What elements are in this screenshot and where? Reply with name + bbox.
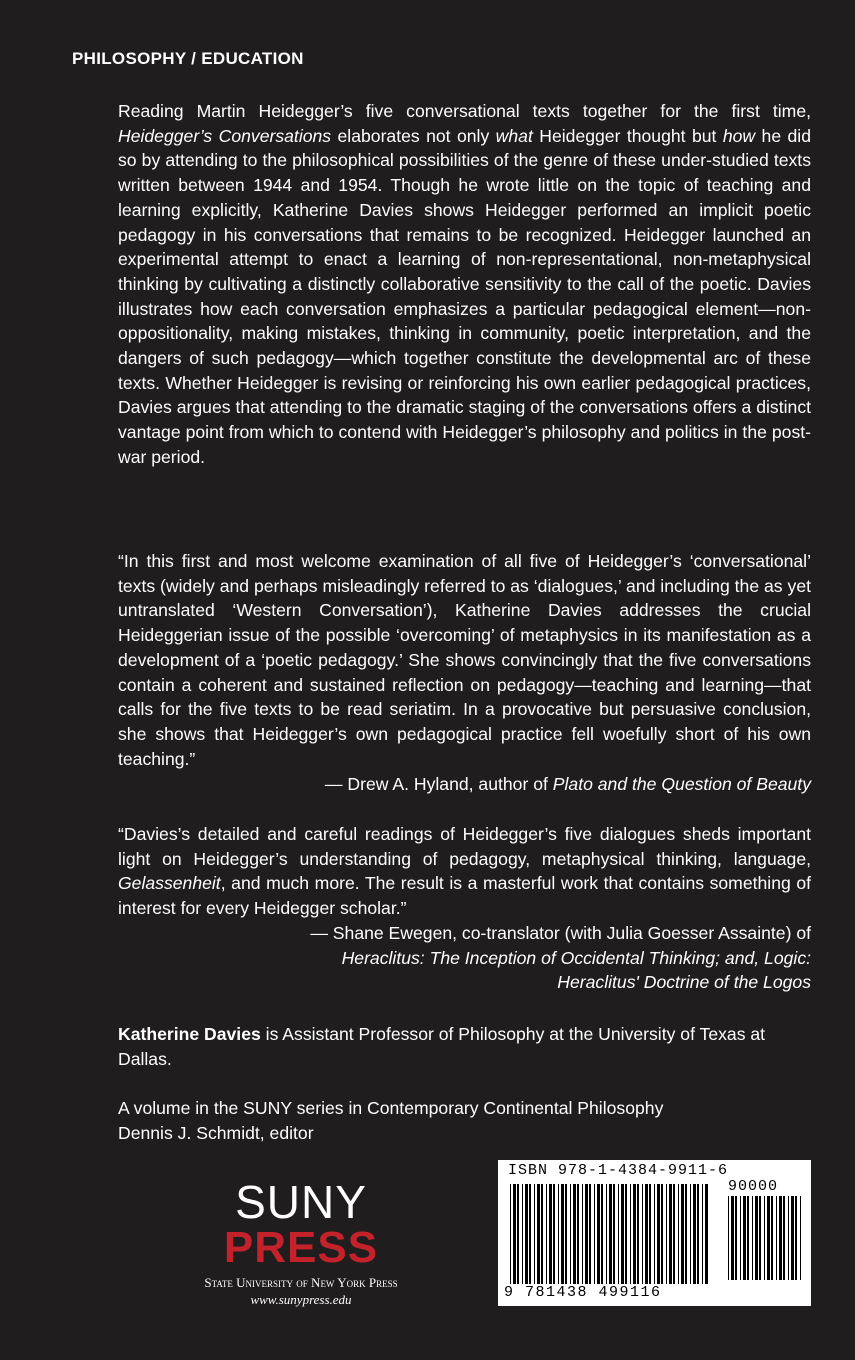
barcode-stripe <box>740 1196 741 1280</box>
barcode-stripe <box>755 1196 758 1280</box>
barcode-stripe <box>728 1196 729 1280</box>
price-barcode-bars <box>728 1196 804 1280</box>
barcode-stripe <box>513 1184 516 1284</box>
barcode-stripe <box>621 1184 624 1284</box>
barcode-stripe <box>589 1184 591 1284</box>
attribution-line: — Shane Ewegen, co-translator (with Julia Goesser Assainte) of <box>310 923 811 943</box>
barcode-stripe <box>743 1196 746 1280</box>
barcode-stripe <box>669 1184 672 1284</box>
barcode-stripe <box>597 1184 600 1284</box>
barcode-stripe <box>606 1184 607 1284</box>
quote-text: “Davies’s detailed and careful readings of Heidegger’s five dialogues sheds important light on Heidegger’s understanding of pedagogy, metaphysical thinking, language, <box>118 824 811 869</box>
barcode-stripe <box>510 1184 511 1284</box>
barcode-stripe <box>541 1184 543 1284</box>
barcode-bars <box>510 1184 710 1284</box>
barcode-stripe <box>673 1184 675 1284</box>
barcode-stripe <box>705 1184 708 1284</box>
logo-press: PRESS <box>223 1223 379 1272</box>
barcode-stripe <box>630 1184 631 1284</box>
description-text: Reading Martin Heidegger’s five conversational texts together for the first time, <box>118 101 811 121</box>
barcode-stripe <box>553 1184 555 1284</box>
series-name: A volume in the SUNY series in Contemporary Continental Philosophy <box>118 1098 664 1118</box>
description-text: elaborates not only <box>331 125 496 146</box>
barcode-stripe <box>537 1184 540 1284</box>
barcode-stripe <box>625 1184 627 1284</box>
barcode-box <box>498 1160 811 1306</box>
barcode-stripe <box>534 1184 535 1284</box>
book-title: Heidegger’s Conversations <box>118 125 332 146</box>
barcode-stripe <box>685 1184 687 1284</box>
endorsement-attribution-2 <box>118 921 811 995</box>
barcode-stripe <box>565 1184 567 1284</box>
barcode-stripe <box>601 1184 603 1284</box>
barcode-stripe <box>690 1184 691 1284</box>
endorsement-attribution-1 <box>118 772 811 797</box>
barcode-stripe <box>649 1184 651 1284</box>
barcode-stripe <box>645 1184 648 1284</box>
barcode-stripe <box>522 1184 523 1284</box>
barcode-stripe <box>783 1196 785 1280</box>
barcode-stripe <box>779 1196 782 1280</box>
barcode-stripe <box>788 1196 789 1280</box>
barcode-stripe <box>549 1184 552 1284</box>
barcode-stripe <box>618 1184 619 1284</box>
barcode-stripe <box>633 1184 636 1284</box>
barcode-stripe <box>517 1184 519 1284</box>
barcode-stripe <box>558 1184 559 1284</box>
barcode-stripe <box>642 1184 643 1284</box>
barcode-stripe <box>731 1196 734 1280</box>
barcode-stripe <box>752 1196 753 1280</box>
description-emphasis: how <box>722 125 756 146</box>
quote-text: , and much more. The result is a masterful work that contains something of interest for every Heidegger scholar.” <box>118 873 811 919</box>
barcode-stripe <box>637 1184 639 1284</box>
series-info <box>118 1096 811 1145</box>
attribution-book-title: Heraclitus: The Inception of Occidental Thinking; and, Logic: <box>341 947 811 968</box>
logo-suny: SUNY <box>235 1176 367 1228</box>
barcode-stripe <box>657 1184 660 1284</box>
description-emphasis: what <box>495 125 533 146</box>
price-code: 90000 <box>728 1178 779 1195</box>
barcode-stripe <box>678 1184 679 1284</box>
barcode-stripe <box>795 1196 797 1280</box>
book-description <box>118 99 811 470</box>
attribution-book-title: Plato and the Question of Beauty <box>552 774 811 794</box>
barcode-stripe <box>661 1184 663 1284</box>
barcode-stripe <box>800 1196 801 1280</box>
barcode-stripe <box>582 1184 583 1284</box>
barcode-stripe <box>771 1196 773 1280</box>
barcode-stripe <box>546 1184 547 1284</box>
endorsement-quote-2 <box>118 822 811 921</box>
barcode-stripe <box>764 1196 765 1280</box>
barcode-stripe <box>747 1196 749 1280</box>
bio-text: is Assistant Professor of Philosophy at the University of Texas at Dallas. <box>118 1024 766 1069</box>
quote-emphasis: Gelassenheit <box>118 873 221 894</box>
series-editor: Dennis J. Schmidt, editor <box>118 1122 314 1143</box>
barcode-number: 9 781438 499116 <box>504 1284 662 1301</box>
barcode-stripe <box>776 1196 777 1280</box>
barcode-stripe <box>577 1184 579 1284</box>
barcode-stripe <box>693 1184 696 1284</box>
author-bio <box>118 1022 811 1071</box>
barcode-stripe <box>697 1184 699 1284</box>
barcode-stripe <box>561 1184 564 1284</box>
publisher-url: www.sunypress.edu <box>250 1292 352 1307</box>
attribution-book-title: Heraclitus' Doctrine of the Logos <box>557 972 811 993</box>
barcode-stripe <box>702 1184 703 1284</box>
author-name: Katherine Davies <box>118 1024 261 1044</box>
barcode-stripe <box>654 1184 655 1284</box>
endorsement-quote-1: “In this first and most welcome examination of all five of Heidegger’s ‘conversational’ texts (widely and perhaps misleadingly referred to as ‘dialogues,’ and including the as yet untranslated ‘Western Conversation’), Katherine Davies addresses the crucial Heideggerian issue of the possible ‘overcoming’ of metaphysics in its manifestation as a development of a ‘poetic pedagogy.’ She shows convincingly that the five conversations contain a coherent and sustained reflection on pedagogy—teaching and learning—that calls for the five texts to be read seriatim. In a provocative but persuasive conclusion, she shows that Heidegger’s own pedagogical practice fell woefully short of his own teaching.” <box>118 551 811 769</box>
barcode-stripe <box>767 1196 770 1280</box>
barcode-stripe <box>585 1184 588 1284</box>
isbn-label: ISBN 978-1-4384-9911-6 <box>508 1162 729 1179</box>
barcode-stripe <box>573 1184 576 1284</box>
barcode-stripe <box>613 1184 615 1284</box>
publisher-full-name: State University of New York Press <box>204 1275 398 1290</box>
description-text: Heidegger thought but <box>532 125 723 146</box>
barcode-stripe <box>529 1184 531 1284</box>
barcode-stripe <box>570 1184 571 1284</box>
barcode-stripe <box>525 1184 528 1284</box>
attribution-text: — Drew A. Hyland, author of <box>324 774 553 794</box>
publisher-logo <box>186 1178 416 1308</box>
barcode-stripe <box>681 1184 684 1284</box>
category-label: PHILOSOPHY / EDUCATION <box>72 49 304 68</box>
barcode-stripe <box>791 1196 794 1280</box>
description-text: he did so by attending to the philosophical possibilities of the genre of these under-studied texts written between 1944 and 1954. Though he wrote little on the topic of teaching and learning explicitly, Katherine Davies shows Heidegger performed an implicit poetic pedagogy in his conversations that remains to be recognized. Heidegger launched an experimental attempt to enact a learning of non-representational, non-metaphysical thinking by cultivating a distinctly collaborative sensitivity to the call of the poetic. Davies illustrates how each conversation emphasizes a particular pedagogical element—non-oppositionality, making mistakes, thinking in community, poetic interpretation, and the dangers of such pedagogy—which together constitute the developmental arc of these texts. Whether Heidegger is revising or reinforcing his own earlier pedagogical practices, Davies argues that attending to the dramatic staging of the conversations offers a distinct vantage point from which to contend with Heidegger’s philosophy and politics in the post-war period. <box>118 125 812 467</box>
barcode-stripe <box>666 1184 667 1284</box>
barcode-stripe <box>594 1184 595 1284</box>
barcode-stripe <box>735 1196 737 1280</box>
barcode-stripe <box>609 1184 612 1284</box>
barcode-stripe <box>759 1196 761 1280</box>
